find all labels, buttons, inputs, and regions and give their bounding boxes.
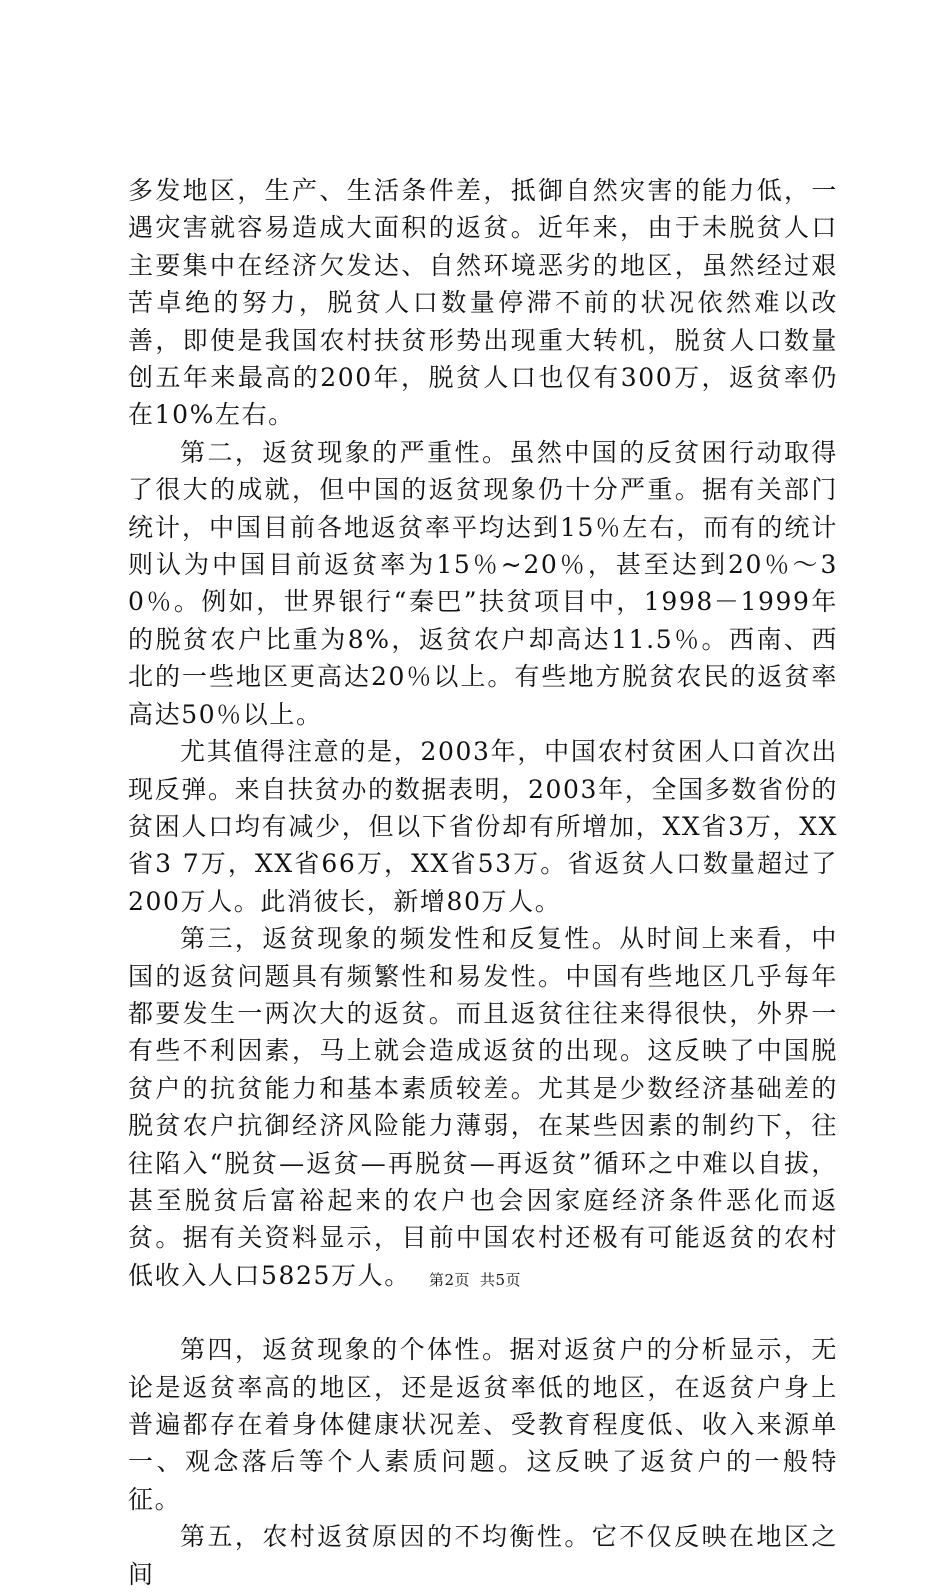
paragraph-2003-rebound: 尤其值得注意的是，2003年，中国农村贫困人口首次出现反弹。来自扶贫办的数据表明，2003年，全国多数省份的贫困人口均有减少，但以下省份却有所增加，XX省3万，XX省3 7万，XX省66万，XX省53万。省返贫人口数量超过了200万人。此消彼长，新增80万人。	[128, 737, 838, 916]
page-footer	[0, 1270, 950, 1290]
paragraph-fourth-point: 第四，返贫现象的个体性。据对返贫户的分析显示，无论是返贫率高的地区，还是返贫率低的地区，在返贫户身上普遍都存在着身体健康状况差、受教育程度低、收入来源单一、观念落后等个人素质问题。这反映了返贫户的一般特征。	[128, 1335, 838, 1514]
document-body	[128, 172, 838, 1593]
paragraph-third-point: 第三，返贫现象的频发性和反复性。从时间上来看，中国的返贫问题具有频繁性和易发性。中国有些地区几乎每年都要发生一两次大的返贫。而且返贫往往来得很快，外界一有些不利因素，马上就会造成返贫的出现。这反映了中国脱贫户的抗贫能力和基本素质较差。尤其是少数经济基础差的脱贫农户抗御经济风险能力薄弱，在某些因素的制约下，往往陷入“脱贫—返贫—再脱贫—再返贫”循环之中难以自拔，甚至脱贫后富裕起来的农户也会因家庭经济条件恶化而返贫。据有关资料显示，目前中国农村还极有可能返贫的农村低收入人口5825万人。	[128, 924, 838, 1290]
paragraph-fifth-point: 第五，农村返贫原因的不均衡性。它不仅反映在地区之间	[128, 1522, 838, 1589]
page-total: 共5页	[480, 1271, 522, 1289]
page-number: 第2页	[428, 1271, 470, 1289]
paragraph-continuation: 多发地区，生产、生活条件差，抵御自然灾害的能力低，一遇灾害就容易造成大面积的返贫。近年来，由于未脱贫人口主要集中在经济欠发达、自然环境恶劣的地区，虽然经过艰苦卓绝的努力，脱贫人口数量停滞不前的状况依然难以改善，即使是我国农村扶贫形势出现重大转机，脱贫人口数量创五年来最高的200年，脱贫人口也仅有300万，返贫率仍在10%左右。	[128, 176, 838, 430]
paragraph-second-point: 第二，返贫现象的严重性。虽然中国的反贫困行动取得了很大的成就，但中国的返贫现象仍十分严重。据有关部门统计，中国目前各地返贫率平均达到15％左右，而有的统计则认为中国目前返贫率为15％~20％，甚至达到20％～30％。例如，世界银行“秦巴”扶贫项目中，1998－1999年的脱贫农户比重为8%，返贫农户却高达11.5％。西南、西北的一些地区更高达20％以上。有些地方脱贫农民的返贫率高达50％以上。	[128, 437, 838, 729]
